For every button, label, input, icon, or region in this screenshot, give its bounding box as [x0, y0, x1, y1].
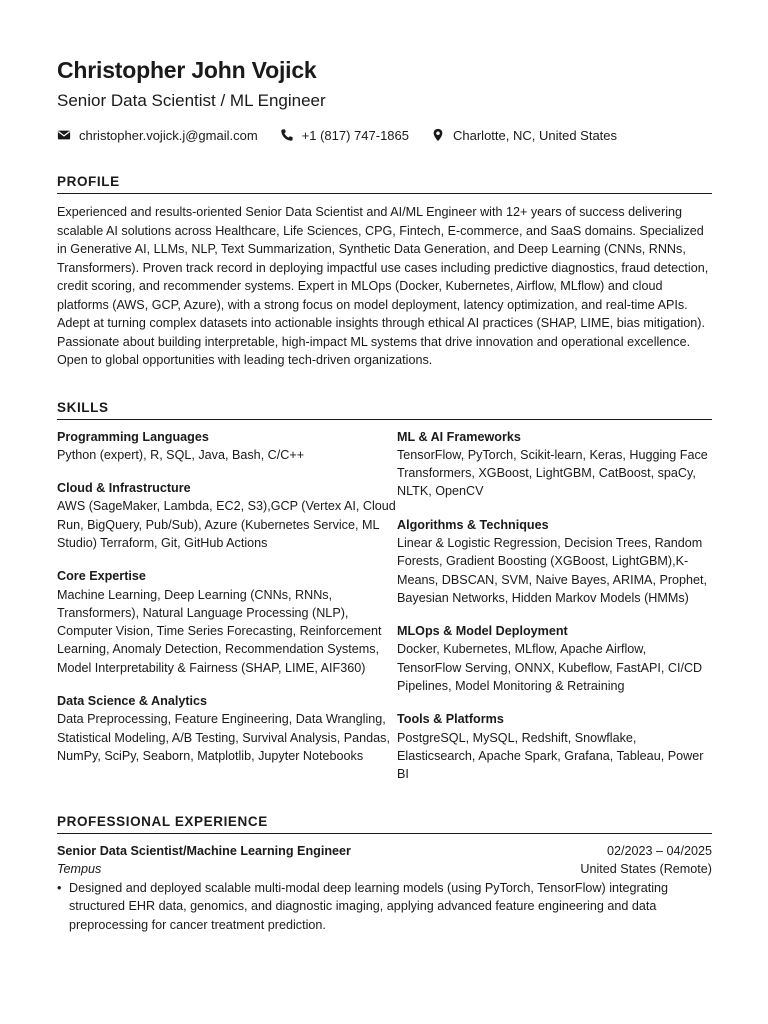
skill-group	[57, 692, 397, 765]
candidate-headline: Senior Data Scientist / ML Engineer	[57, 91, 326, 110]
contact-phone[interactable]	[280, 128, 409, 143]
skill-group-title: Tools & Platforms	[397, 712, 504, 727]
skills-column-left	[57, 428, 397, 799]
map-pin-icon	[431, 128, 445, 142]
experience-section-title: PROFESSIONAL EXPERIENCE	[57, 813, 712, 834]
job-subheader	[57, 860, 712, 879]
skill-group-text: Machine Learning, Deep Learning (CNNs, RNNs, Transformers), Natural Language Processing (NLP), Computer Vision, Time Series Forecasting, Reinforcement Learning, Anomaly Detection, Recommendation Systems, Model Interpretability & Fairness (SHAP, LIME, AIF360)	[57, 587, 382, 675]
job-location: United States (Remote)	[580, 862, 712, 877]
job-bullets	[57, 879, 712, 935]
skill-group	[397, 428, 712, 501]
skill-group	[397, 710, 712, 783]
job-title: Senior Data Scientist/Machine Learning Engineer	[57, 843, 351, 858]
contact-location	[431, 128, 617, 143]
skill-group	[57, 428, 397, 465]
phone-icon	[280, 128, 294, 142]
skill-group-text: Linear & Logistic Regression, Decision Trees, Random Forests, Gradient Boosting (XGBoost, LightGBM),K-Means, DBSCAN, SVM, Naive Bayes, ARIMA, Prophet, Bayesian Networks, Hidden Markov Models (HMMs)	[397, 535, 708, 605]
profile-section-title: PROFILE	[57, 173, 712, 194]
skill-group-title: Algorithms & Techniques	[397, 517, 549, 532]
profile-summary: Experienced and results-oriented Senior Data Scientist and AI/ML Engineer with 12+ years of success delivering scalable AI solutions across Healthcare, Life Sciences, CPG, Fintech, E-commerce, and SaaS domains. Specialized in Generative AI, LLMs, NLP, Text Summarization, Synthetic Data Generation, and Deep Learning (CNNs, RNNs, Transformers). Proven track record in deploying impactful use cases including predictive diagnostics, fraud detection, credit scoring, and recommender systems. Expert in MLOps (Docker, Kubernetes, Airflow, MLflow) and cloud platforms (AWS, GCP, Azure), with a strong focus on model deployment, latency optimization, and real-time APIs. Adept at turning complex datasets into actionable insights through ethical AI practices (SHAP, LIME, bias mitigation). Passionate about building interpretable, high-impact ML systems that drive innovation and operational excellence. Open to global opportunities with leading tech-driven organizations.	[57, 205, 709, 367]
skill-group-text: PostgreSQL, MySQL, Redshift, Snowflake, Elasticsearch, Apache Spark, Grafana, Tableau, Power BI	[397, 730, 704, 782]
skill-group-text: Docker, Kubernetes, MLflow, Apache Airflow, TensorFlow Serving, ONNX, Kubeflow, FastAPI, CI/CD Pipelines, Model Monitoring & Retraining	[397, 642, 703, 694]
skill-group	[397, 622, 712, 695]
job-header	[57, 842, 712, 861]
contact-email[interactable]	[57, 128, 258, 143]
contact-bar	[57, 126, 712, 144]
skill-group-text: Python (expert), R, SQL, Java, Bash, C/C++	[57, 447, 305, 462]
skill-group-text: AWS (SageMaker, Lambda, EC2, S3),GCP (Vertex AI, Cloud Run, BigQuery, Pub/Sub), Azure (Kubernetes Service, ML Studio) Terraform, Git, GitHub Actions	[57, 499, 396, 550]
skill-group-title: ML & AI Frameworks	[397, 429, 521, 444]
skills-section-title: SKILLS	[57, 399, 712, 420]
location-text: Charlotte, NC, United States	[453, 127, 618, 143]
skill-group-title: Data Science & Analytics	[57, 694, 208, 709]
skill-group-title: MLOps & Model Deployment	[397, 624, 568, 639]
skill-group	[397, 516, 712, 607]
job-dates: 02/2023 – 04/2025	[606, 843, 712, 858]
skills-column-right	[397, 428, 712, 799]
job-entry	[57, 842, 712, 935]
candidate-name: Christopher John Vojick	[57, 57, 317, 83]
phone-text: +1 (817) 747-1865	[301, 127, 409, 143]
job-company: Tempus	[57, 862, 102, 877]
skill-group	[57, 479, 397, 552]
envelope-icon	[57, 128, 71, 142]
skill-group-text: Data Preprocessing, Feature Engineering, Data Wrangling, Statistical Modeling, A/B Testing, Survival Analysis, Pandas, NumPy, SciPy, Seaborn, Matplotlib, Jupyter Notebooks	[57, 712, 390, 763]
resume-page	[57, 56, 712, 934]
skills-grid	[57, 428, 712, 799]
skill-group-title: Cloud & Infrastructure	[57, 481, 191, 496]
skill-group-title: Programming Languages	[57, 429, 209, 444]
email-text: christopher.vojick.j@gmail.com	[79, 127, 258, 143]
skill-group	[57, 567, 397, 677]
skill-group-text: TensorFlow, PyTorch, Scikit-learn, Keras, Hugging Face Transformers, XGBoost, LightGBM, CatBoost, spaCy, NLTK, OpenCV	[397, 447, 708, 499]
job-bullet: • Designed and deployed scalable multi-modal deep learning models (using PyTorch, TensorFlow) integrating structured EHR data, genomics, and diagnostic imaging, applying advanced feature engineering and data preprocessing for cancer treatment prediction.	[69, 879, 712, 935]
skill-group-title: Core Expertise	[57, 569, 146, 584]
